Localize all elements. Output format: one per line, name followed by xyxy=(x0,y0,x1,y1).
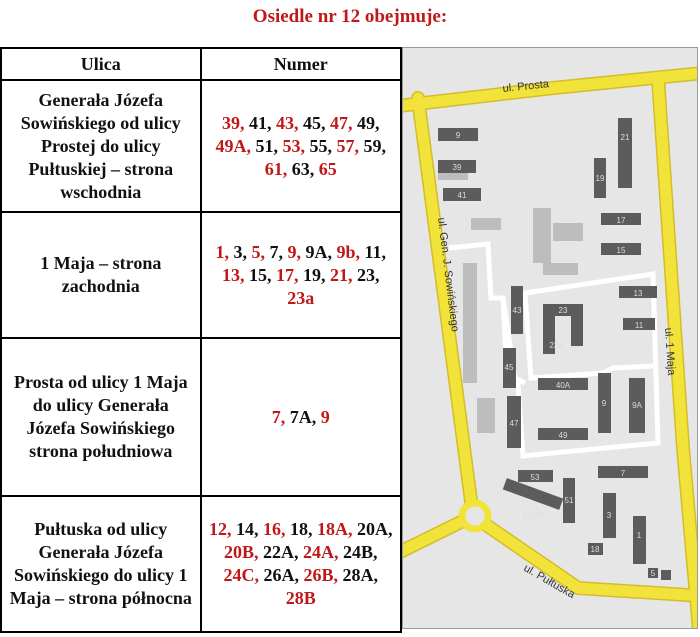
house-number: 7 xyxy=(269,241,279,262)
house-number: 5 xyxy=(251,241,261,262)
street-label-pultuska: ul. Pułtuska xyxy=(521,562,577,602)
house-number: 20A xyxy=(357,519,389,539)
house-number: 24C xyxy=(223,565,255,585)
street-cell: Pułtuska od ulicy Generała Józefa Sowińskiego do ulicy 1 Maja – strona północna xyxy=(1,496,201,632)
number-separator: , xyxy=(348,519,358,539)
house-number: 49A xyxy=(215,135,247,156)
house-number: 21 xyxy=(330,264,349,285)
house-number: 15 xyxy=(249,264,268,285)
building-label: 3 xyxy=(606,511,612,520)
number-separator: , xyxy=(260,241,270,262)
house-number: 9b xyxy=(336,241,356,262)
building-label: 23a xyxy=(549,341,563,350)
number-separator: , xyxy=(281,519,291,539)
street-label-prosta: ul. Prosta xyxy=(502,78,550,95)
house-number: 7A xyxy=(289,406,312,427)
numbers-cell xyxy=(201,80,401,212)
house-number: 23a xyxy=(287,287,315,308)
house-number: 55 xyxy=(309,135,328,156)
number-separator: , xyxy=(334,542,344,562)
house-number: 61 xyxy=(264,158,283,179)
numbers-cell xyxy=(201,496,401,632)
house-number: 51 xyxy=(255,135,274,156)
building-label: 19 xyxy=(595,174,605,183)
building-label: 43 xyxy=(512,306,522,315)
building-label: 9 xyxy=(601,399,607,408)
number-separator: , xyxy=(278,241,288,262)
number-separator: , xyxy=(308,519,318,539)
number-separator: , xyxy=(254,542,264,562)
building-label: 7 xyxy=(620,469,626,478)
number-separator: , xyxy=(282,158,292,179)
house-number: 13 xyxy=(222,264,241,285)
house-number: 43 xyxy=(276,112,295,133)
numbers-cell xyxy=(201,338,401,496)
house-number: 3 xyxy=(233,241,243,262)
number-separator: , xyxy=(355,241,365,262)
house-number: 24B xyxy=(343,542,374,562)
house-number: 17 xyxy=(276,264,295,285)
number-separator: , xyxy=(224,241,234,262)
number-separator: , xyxy=(273,135,283,156)
number-separator: , xyxy=(327,135,337,156)
number-separator: , xyxy=(254,565,264,585)
number-separator: , xyxy=(246,135,256,156)
number-separator: , xyxy=(375,264,380,285)
number-separator: , xyxy=(294,565,304,585)
building-label: 20-28 xyxy=(522,511,544,520)
number-separator: , xyxy=(280,406,290,427)
number-separator: , xyxy=(321,264,331,285)
number-separator: , xyxy=(242,241,252,262)
building-label: 47 xyxy=(509,419,519,428)
house-number: 59 xyxy=(363,135,382,156)
house-number: 16 xyxy=(263,519,282,539)
house-number: 18A xyxy=(317,519,349,539)
page-title: Osiedle nr 12 obejmuje: xyxy=(252,6,448,27)
building-label: 45 xyxy=(504,363,514,372)
building-label: 13 xyxy=(633,289,643,298)
number-separator: , xyxy=(240,264,250,285)
house-number: 14 xyxy=(236,519,255,539)
house-number: 57 xyxy=(336,135,355,156)
number-separator: , xyxy=(254,519,264,539)
building-label: 11 xyxy=(634,321,644,330)
streets-table xyxy=(0,47,402,633)
building-label: 9A xyxy=(632,401,642,410)
house-number: 39 xyxy=(222,112,241,133)
number-separator: , xyxy=(375,112,380,133)
street-cell: Generała Józefa Sowińskiego od ulicy Prostej do ulicy Pułtuskiej – strona wschodnia xyxy=(1,80,201,212)
numbers-cell xyxy=(201,212,401,338)
column-header-ulica: Ulica xyxy=(1,48,201,80)
building-label: 15 xyxy=(616,246,626,255)
table-row xyxy=(1,80,401,212)
table-row xyxy=(1,212,401,338)
number-separator: , xyxy=(388,519,393,539)
number-separator: , xyxy=(373,542,378,562)
building-label: 5 xyxy=(650,569,656,578)
building-label: 21 xyxy=(620,133,630,142)
house-number: 47 xyxy=(330,112,349,133)
number-separator: , xyxy=(240,112,250,133)
number-separator: , xyxy=(267,264,277,285)
building-label: 1 xyxy=(636,531,642,540)
number-separator: , xyxy=(321,112,331,133)
street-label-1-maja: ul. 1 Maja xyxy=(662,327,678,376)
building-label: 39 xyxy=(452,163,462,172)
number-separator: , xyxy=(296,241,306,262)
house-number: 19 xyxy=(303,264,322,285)
house-number: 45 xyxy=(303,112,322,133)
street-label-sowinskiego: ul. Gen. J. Sowińskiego xyxy=(435,216,461,333)
building-label: 41 xyxy=(457,191,467,200)
street-cell: Prosta od ulicy 1 Maja do ulicy Generała Józefa Sowińskiego strona południowa xyxy=(1,338,201,496)
house-number: 11 xyxy=(364,241,382,262)
building-label: 9 xyxy=(455,131,461,140)
column-header-numer: Numer xyxy=(201,48,401,80)
house-number: 65 xyxy=(318,158,337,179)
house-number: 18 xyxy=(290,519,309,539)
house-number: 9A xyxy=(305,241,328,262)
number-separator: , xyxy=(381,241,387,262)
house-number: 7 xyxy=(271,406,281,427)
house-number: 28A xyxy=(342,565,374,585)
house-number: 49 xyxy=(357,112,376,133)
building-label: 17 xyxy=(616,216,626,225)
building-label: 53 xyxy=(530,473,540,482)
number-separator: , xyxy=(348,112,358,133)
number-separator: , xyxy=(311,406,321,427)
house-number: 23 xyxy=(357,264,376,285)
number-separator: , xyxy=(348,264,358,285)
number-separator: , xyxy=(294,112,304,133)
building-label: 49 xyxy=(558,431,568,440)
number-separator: , xyxy=(294,542,304,562)
street-cell: 1 Maja – strona zachodnia xyxy=(1,212,201,338)
table-row xyxy=(1,496,401,632)
number-separator: , xyxy=(381,135,387,156)
number-separator: , xyxy=(309,158,319,179)
number-separator: , xyxy=(300,135,310,156)
house-number: 1 xyxy=(215,241,225,262)
house-number: 26A xyxy=(263,565,295,585)
house-number: 41 xyxy=(249,112,268,133)
building-label: 23 xyxy=(558,306,568,315)
building-label: 51 xyxy=(564,496,574,505)
house-number: 22A xyxy=(263,542,295,562)
building-label: 18 xyxy=(590,545,600,554)
house-number: 26B xyxy=(303,565,334,585)
house-number: 12 xyxy=(209,519,228,539)
house-number: 24A xyxy=(303,542,335,562)
house-number: 9 xyxy=(320,406,330,427)
house-number: 28B xyxy=(285,588,316,608)
number-separator: , xyxy=(294,264,304,285)
estate-map xyxy=(402,47,698,629)
house-number: 63 xyxy=(291,158,310,179)
house-number: 20B xyxy=(224,542,255,562)
house-number: 9 xyxy=(287,241,297,262)
number-separator: , xyxy=(333,565,343,585)
roundabout xyxy=(462,503,488,529)
number-separator: , xyxy=(227,519,237,539)
number-separator: , xyxy=(373,565,379,585)
number-separator: , xyxy=(267,112,277,133)
table-row xyxy=(1,338,401,496)
map-canvas xyxy=(403,48,698,629)
house-number: 53 xyxy=(282,135,301,156)
number-separator: , xyxy=(354,135,364,156)
number-separator: , xyxy=(327,241,337,262)
building-label: 40A xyxy=(555,381,571,390)
